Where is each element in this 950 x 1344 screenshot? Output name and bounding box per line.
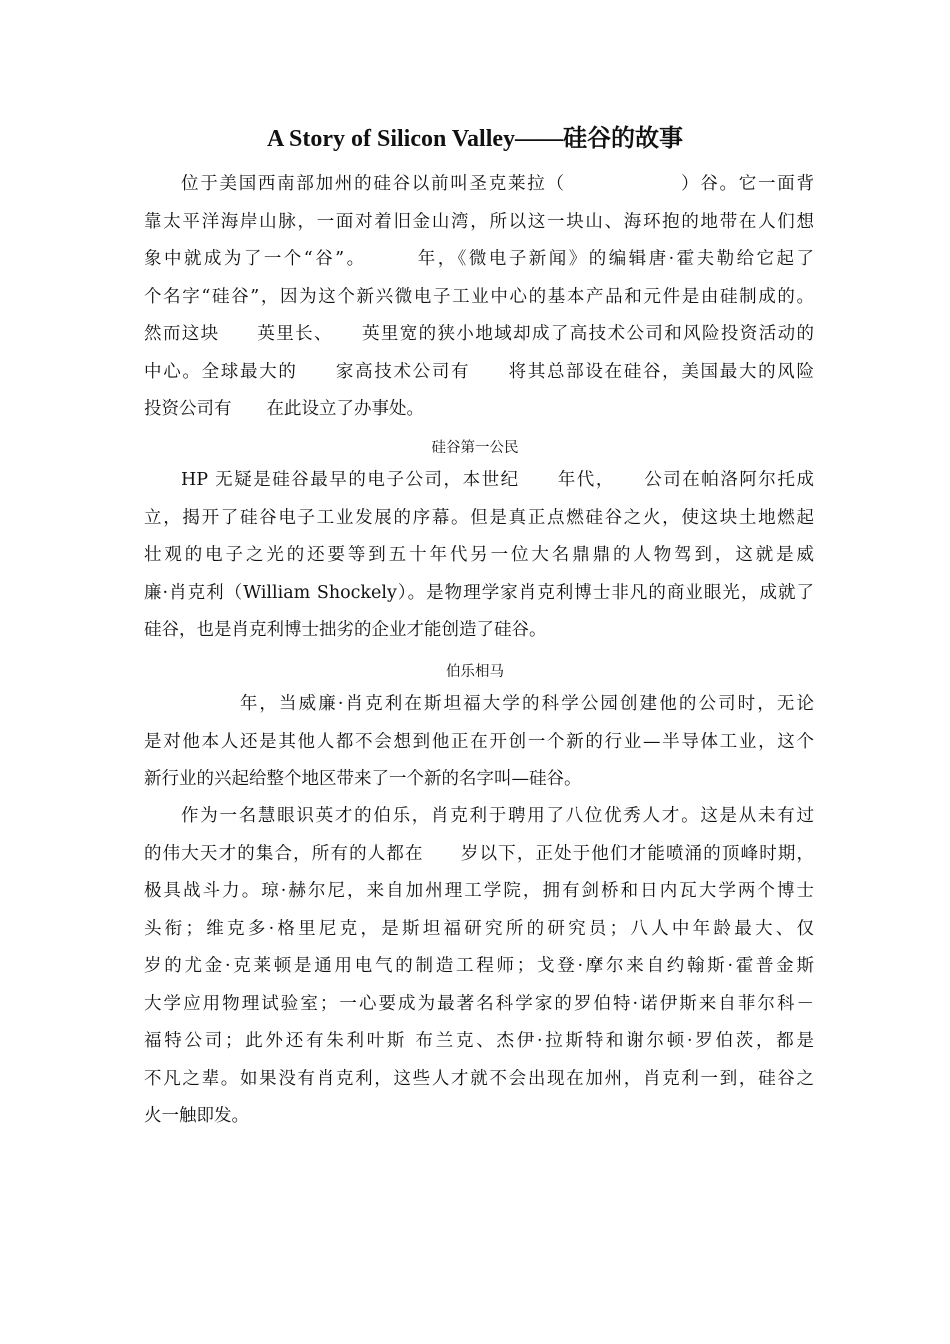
text-line: 岁的尤金·克莱顿是通用电气的制造工程师；戈登·摩尔来自约翰斯·霍普金斯: [144, 956, 814, 976]
text-line: 的伟大天才的集合，所有的人都在 岁以下，正处于他们才能喷涌的顶峰时期，: [144, 843, 814, 864]
text-line: 作为一名慧眼识英才的伯乐，肖克利于聘用了八位优秀人才。这是从未有过: [181, 806, 814, 826]
text-line: 不凡之辈。如果没有肖克利，这些人才就不会出现在加州，肖克利一到，硅谷之: [144, 1068, 814, 1089]
text-line: 福特公司；此外还有朱利叶斯 布兰克、杰伊·拉斯特和谢尔顿·罗伯茨，都是: [144, 1031, 814, 1051]
document-title: A Story of Silicon Valley——硅谷的故事: [266, 126, 684, 152]
text-line: 象中就成为了一个“谷”。 年，《微电子新闻》的编辑唐·霍夫勒给它起了: [144, 249, 814, 269]
text-line: 大学应用物理试验室；一心要成为最著名科学家的罗伯特·诺伊斯来自菲尔科－: [144, 993, 814, 1014]
paragraph-talents: [144, 798, 814, 1136]
text-line: 新行业的兴起给整个地区带来了一个新的名字叫—硅谷。: [144, 769, 582, 789]
section-heading: 伯乐相马: [446, 664, 504, 680]
text-line: 位于美国西南部加州的硅谷以前叫圣克莱拉（ ）谷。它一面背: [181, 174, 814, 194]
text-line: HP 无疑是硅谷最早的电子公司，本世纪 年代， 公司在帕洛阿尔托成: [181, 470, 814, 490]
text-line: 投资公司有 在此设立了办事处。: [144, 399, 424, 419]
text-line: 中心。全球最大的 家高技术公司有 将其总部设在硅谷，美国最大的风险: [144, 361, 814, 382]
text-line: 个名字“硅谷”，因为这个新兴微电子工业中心的基本产品和元件是由硅制成的。: [144, 286, 814, 307]
text-line: 火一触即发。: [144, 1106, 249, 1126]
text-line: 壮观的电子之光的还要等到五十年代另一位大名鼎鼎的人物驾到，这就是威: [144, 545, 814, 565]
text-line: 然而这块 英里长、 英里宽的狭小地域却成了高技术公司和风险投资活动的: [144, 324, 814, 344]
text-line: 头衔；维克多·格里尼克，是斯坦福研究所的研究员；八人中年龄最大、仅: [144, 918, 814, 939]
text-line: 是对他本人还是其他人都不会想到他正在开创一个新的行业—半导体工业，这个: [144, 731, 814, 752]
text-line: 极具战斗力。琼·赫尔尼，来自加州理工学院，拥有剑桥和日内瓦大学两个博士: [144, 881, 814, 901]
text-line: 立，揭开了硅谷电子工业发展的序幕。但是真正点燃硅谷之火，使这块土地燃起: [144, 507, 814, 528]
paragraph-shockley: [144, 686, 814, 799]
text-line: 年，当威廉·肖克利在斯坦福大学的科学公园创建他的公司时，无论: [181, 694, 814, 714]
text-line: 廉·肖克利（William Shockely）。是物理学家肖克利博士非凡的商业眼光，成就了: [144, 582, 814, 603]
paragraph-hp: [144, 462, 814, 650]
text-line: 靠太平洋海岸山脉，一面对着旧金山湾，所以这一块山、海环抱的地带在人们想: [144, 211, 814, 232]
section-heading: 硅谷第一公民: [431, 440, 519, 456]
text-line: 硅谷，也是肖克利博士拙劣的企业才能创造了硅谷。: [144, 620, 547, 640]
paragraph-intro: [144, 166, 814, 429]
